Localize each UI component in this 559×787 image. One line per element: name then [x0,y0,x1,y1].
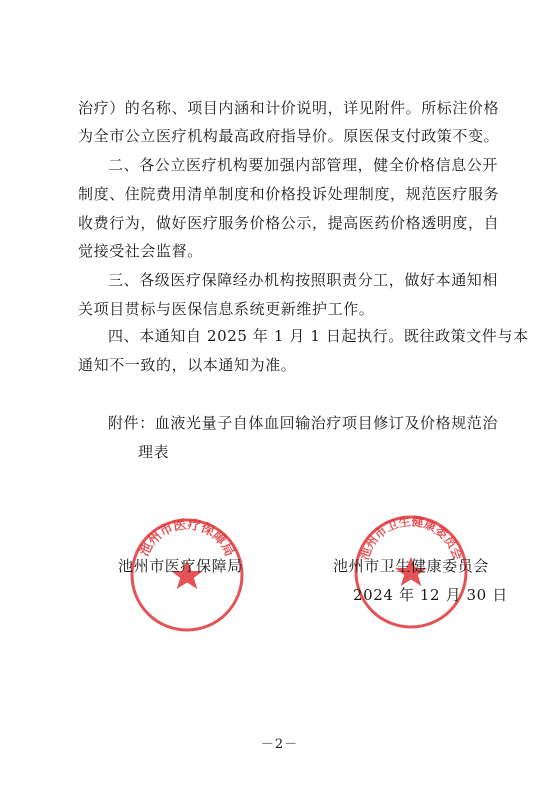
body-line-2: 为全市公立医疗机构最高政府指导价。原医保支付政策不变。 [78,127,500,145]
svg-text:池州市医疗保障局 [136,516,237,559]
seal-right-text: 池州市卫生健康委员会 [357,514,465,562]
page-number: －2－ [260,737,299,752]
svg-text:池州市卫生健康委员会 [356,513,466,562]
signature-date: 2024 年 12 月 30 日 [353,586,508,604]
attachment-line-1: 附件：血液光量子自体血回输治疗项目修订及价格规范治 [108,414,499,432]
body-line-8: 关项目贯标与医保信息系统更新维护工作。 [78,300,375,318]
seal-left-text: 池州市医疗保障局 [137,517,237,559]
body-line-9: 四、本通知自 2025 年 1 月 1 日起执行。既往政策文件与本 [108,327,529,345]
body-line-1: 治疗）的名称、项目内涵和计价说明，详见附件。所标注价格 [78,99,500,117]
body-line-3: 二、各公立医疗机构要加强内部管理，健全价格信息公开 [108,156,499,174]
body-line-7: 三、各级医疗保障经办机构按照职责分工，做好本通知相 [108,271,499,289]
signature-right-org: 池州市卫生健康委员会 [333,557,490,575]
body-line-4: 制度、住院费用清单制度和价格投诉处理制度，规范医疗服务 [78,185,500,203]
body-line-5: 收费行为，做好医疗服务价格公示，提高医药价格透明度，自 [78,214,500,232]
attachment-line-2: 理表 [138,443,170,461]
body-line-6: 觉接受社会监督。 [78,242,203,260]
signature-left-org: 池州市医疗保障局 [118,557,243,575]
body-line-10: 通知不一致的，以本通知为准。 [78,356,297,374]
